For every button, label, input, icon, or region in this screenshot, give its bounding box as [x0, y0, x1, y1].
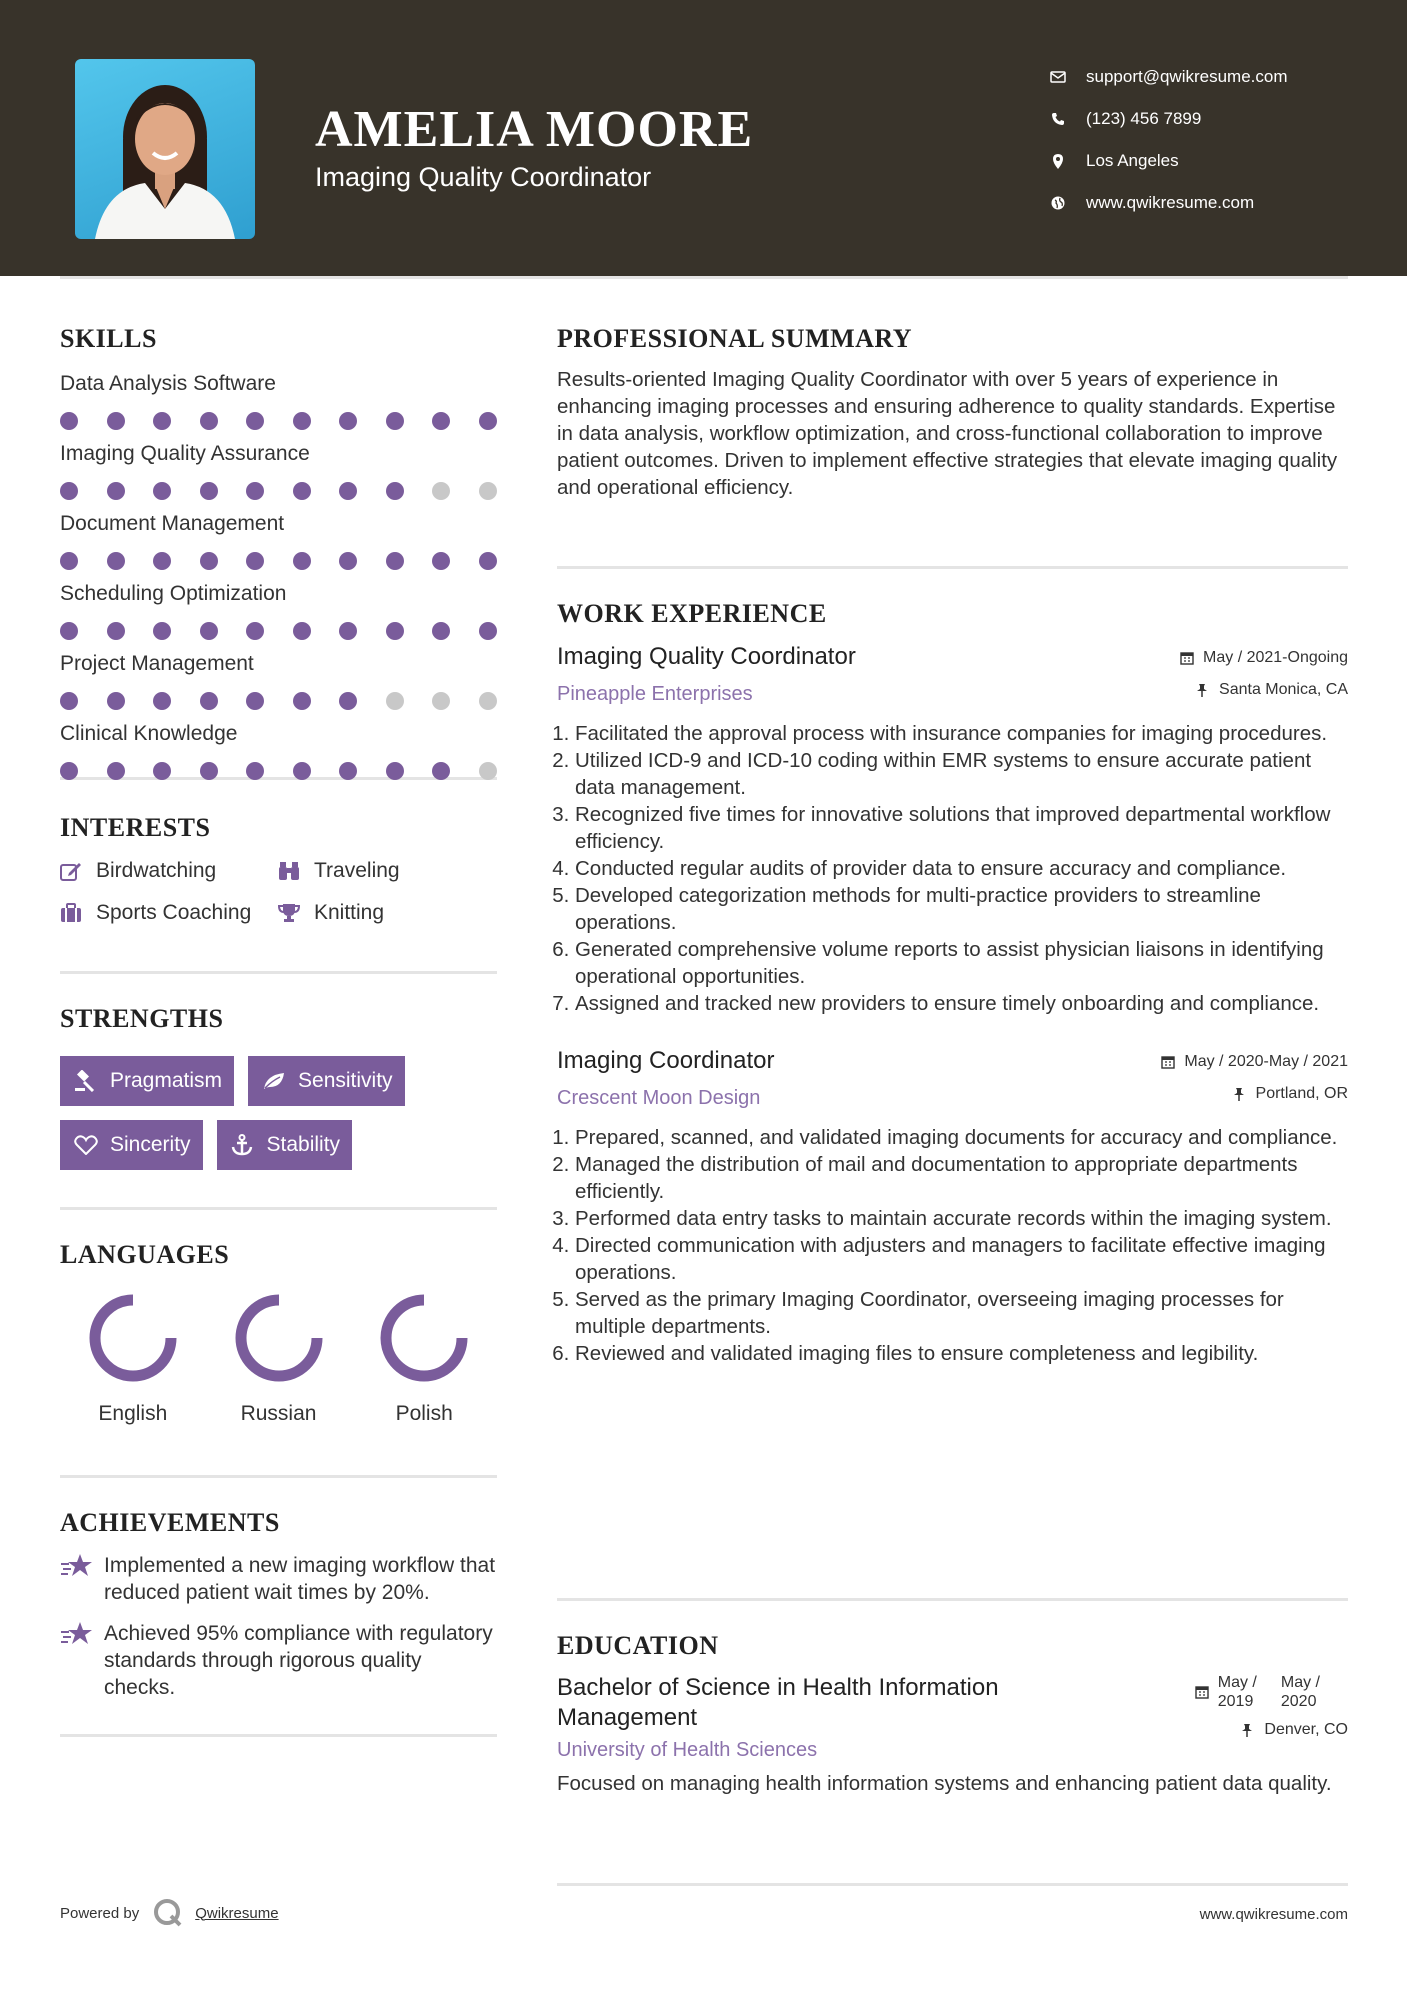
strength-chip	[60, 1120, 203, 1170]
rating-dot-filled	[107, 412, 125, 430]
contact-phone[interactable]	[1050, 98, 1288, 140]
rating-dot-filled	[293, 482, 311, 500]
calendar-icon	[1161, 1055, 1175, 1069]
language-item	[60, 1292, 206, 1426]
section-divider	[60, 1734, 497, 1737]
rating-dot-filled	[153, 552, 171, 570]
achievements-heading: ACHIEVEMENTS	[60, 1508, 280, 1537]
qwikresume-logo-icon	[153, 1898, 183, 1928]
language-label: English	[98, 1402, 168, 1425]
language-progress-ring	[87, 1292, 179, 1384]
language-item	[206, 1292, 352, 1426]
interest-label: Traveling	[314, 859, 400, 882]
rating-dot-filled	[339, 482, 357, 500]
job-bullet: 2. Utilized ICD-9 and ICD-10 coding within EMR systems to ensure accurate patient data management.	[575, 747, 1348, 801]
rating-dot-filled	[60, 692, 78, 710]
anchor-icon	[231, 1134, 255, 1156]
pin-icon	[1241, 1723, 1255, 1737]
heart-icon	[74, 1134, 98, 1156]
rating-dot-filled	[60, 622, 78, 640]
rating-dot-empty	[479, 482, 497, 500]
summary-section	[557, 320, 1348, 566]
job-bullet: 2. Managed the distribution of mail and documentation to appropriate departments efficiently.	[575, 1151, 1348, 1205]
strength-chip	[217, 1120, 353, 1170]
skill-item	[60, 582, 497, 640]
achievement-text: Implemented a new imaging workflow that reduced patient wait times by 20%.	[104, 1554, 496, 1604]
experience-section	[557, 569, 1348, 1598]
skill-name: Data Analysis Software	[60, 372, 276, 395]
skill-item	[60, 512, 497, 570]
leaf-icon	[262, 1070, 286, 1092]
rating-dot-filled	[293, 412, 311, 430]
job-dates	[1180, 649, 1348, 667]
skill-item	[60, 722, 497, 780]
right-column	[557, 320, 1348, 1886]
rating-dot-empty	[479, 692, 497, 710]
strengths-section	[60, 974, 497, 1207]
phone-icon	[1050, 111, 1066, 127]
skill-item	[60, 372, 497, 430]
job-bullets	[557, 1124, 1348, 1367]
job-dates	[1161, 1053, 1348, 1071]
rating-dot-filled	[60, 482, 78, 500]
rating-dot-filled	[339, 552, 357, 570]
skills-heading: SKILLS	[60, 324, 157, 353]
skill-name: Clinical Knowledge	[60, 722, 238, 745]
job-bullet: 6. Reviewed and validated imaging files to ensure completeness and legibility.	[575, 1340, 1348, 1367]
job-header	[557, 1047, 1348, 1110]
qwikresume-link[interactable]: Qwikresume	[195, 1904, 279, 1922]
calendar-icon	[1195, 1685, 1209, 1699]
strength-label: Stability	[266, 1133, 341, 1156]
skill-item	[60, 442, 497, 500]
interest-label: Knitting	[314, 901, 385, 924]
education-end	[1281, 1673, 1320, 1711]
achievement-text: Achieved 95% compliance with regulatory standards through rigorous quality checks.	[104, 1622, 493, 1699]
strengths-list	[60, 1056, 497, 1170]
rating-dot-filled	[200, 692, 218, 710]
language-level-arc	[95, 1300, 171, 1376]
date-part: May /	[1280, 1674, 1320, 1691]
date-part: May /	[1217, 1674, 1257, 1691]
skills-section	[60, 320, 497, 777]
degree-line: Management	[557, 1704, 698, 1731]
job-location-text: Portland, OR	[1255, 1085, 1348, 1102]
job-header	[557, 643, 1348, 706]
profile-photo	[75, 59, 255, 239]
rating-dot-empty	[432, 482, 450, 500]
rating-dot-filled	[386, 762, 404, 780]
briefcase-icon	[60, 902, 84, 924]
contact-list	[1050, 56, 1288, 224]
job-title: Imaging Quality Coordinator	[557, 643, 856, 670]
job-location	[1196, 681, 1348, 699]
rating-dot-filled	[153, 762, 171, 780]
degree-title	[557, 1673, 999, 1733]
job-bullet: 3. Recognized five times for innovative solutions that improved departmental workflow efficiency.	[575, 801, 1348, 855]
job-bullets	[557, 720, 1348, 1017]
left-column	[60, 320, 497, 1737]
resume-header	[0, 0, 1407, 276]
rating-dot-filled	[339, 622, 357, 640]
job-title: Imaging Coordinator	[557, 1047, 775, 1074]
skill-rating	[60, 412, 497, 430]
rating-dot-filled	[246, 552, 264, 570]
language-label: Polish	[395, 1402, 453, 1425]
rating-dot-filled	[153, 622, 171, 640]
rating-dot-filled	[293, 552, 311, 570]
education-description: Focused on managing health information systems and enhancing patient data quality.	[557, 1772, 1332, 1795]
envelope-icon	[1050, 69, 1066, 85]
trophy-icon	[278, 902, 302, 924]
rating-dot-filled	[246, 482, 264, 500]
rating-dot-filled	[153, 412, 171, 430]
job-bullet: 6. Generated comprehensive volume reports to assist physician liaisons in identifying operational opportunities.	[575, 936, 1348, 990]
strength-label: Sensitivity	[298, 1069, 393, 1092]
skill-name: Scheduling Optimization	[60, 582, 287, 605]
calendar-icon	[1180, 651, 1194, 665]
job-location-text: Santa Monica, CA	[1219, 681, 1348, 698]
contact-location-text: Los Angeles	[1086, 151, 1179, 170]
languages-list	[60, 1292, 497, 1426]
rating-dot-filled	[153, 692, 171, 710]
skills-list	[60, 372, 497, 780]
rating-dot-empty	[386, 692, 404, 710]
skill-name: Imaging Quality Assurance	[60, 442, 310, 465]
rating-dot-filled	[246, 692, 264, 710]
skill-rating	[60, 482, 497, 500]
rating-dot-filled	[432, 412, 450, 430]
interest-label: Sports Coaching	[96, 901, 252, 924]
rating-dot-filled	[386, 552, 404, 570]
candidate-name: AMELIA MOORE	[315, 101, 754, 158]
contact-email[interactable]	[1050, 56, 1288, 98]
contact-location	[1050, 140, 1288, 182]
rating-dot-filled	[293, 762, 311, 780]
interests-section	[60, 780, 497, 971]
strength-label: Sincerity	[110, 1133, 191, 1156]
interests-list	[60, 859, 497, 925]
job-bullet: 4. Conducted regular audits of provider data to ensure accuracy and compliance.	[575, 855, 1348, 882]
languages-heading: LANGUAGES	[60, 1240, 230, 1269]
header-divider	[60, 276, 1348, 279]
job-location	[1233, 1085, 1348, 1103]
contact-email-text[interactable]: support@qwikresume.com	[1086, 67, 1288, 86]
strength-label: Pragmatism	[110, 1069, 223, 1092]
job-bullet: 1. Facilitated the approval process with insurance companies for imaging procedures.	[575, 720, 1348, 747]
rating-dot-filled	[386, 482, 404, 500]
date-part: 2020	[1280, 1693, 1317, 1710]
education-heading: EDUCATION	[557, 1631, 719, 1660]
job-bullet: 3. Performed data entry tasks to maintain accurate records within the imaging system.	[575, 1205, 1348, 1232]
pin-icon	[1196, 683, 1210, 697]
education-start	[1218, 1673, 1257, 1711]
achievement-item	[60, 1620, 497, 1701]
rating-dot-filled	[60, 412, 78, 430]
skill-name: Project Management	[60, 652, 254, 675]
job-bullet: 7. Assigned and tracked new providers to ensure timely onboarding and compliance.	[575, 990, 1348, 1017]
job-company: Crescent Moon Design	[557, 1087, 761, 1109]
achievement-item	[60, 1552, 497, 1606]
strengths-heading: STRENGTHS	[60, 1004, 224, 1033]
rating-dot-filled	[107, 762, 125, 780]
interest-item	[60, 901, 278, 925]
job-entry	[557, 643, 1348, 1017]
rating-dot-filled	[107, 692, 125, 710]
date-part: 2019	[1217, 1693, 1254, 1710]
powered-by-text: Powered by	[60, 1904, 140, 1922]
contact-website[interactable]	[1050, 182, 1288, 224]
rating-dot-filled	[432, 552, 450, 570]
map-marker-icon	[1050, 153, 1066, 169]
rating-dot-filled	[386, 622, 404, 640]
skill-rating	[60, 692, 497, 710]
rating-dot-empty	[432, 692, 450, 710]
interest-item	[278, 859, 497, 883]
rating-dot-filled	[432, 622, 450, 640]
footer-powered-by	[60, 1898, 279, 1928]
section-divider	[557, 1883, 1348, 1886]
job-bullet: 1. Prepared, scanned, and validated imaging documents for accuracy and compliance.	[575, 1124, 1348, 1151]
rating-dot-filled	[200, 482, 218, 500]
language-label: Russian	[240, 1402, 317, 1425]
rating-dot-filled	[293, 622, 311, 640]
education-location-text: Denver, CO	[1264, 1721, 1348, 1738]
candidate-title: Imaging Quality Coordinator	[315, 162, 652, 192]
gavel-icon	[74, 1070, 98, 1092]
interest-item	[60, 859, 278, 883]
achievements-section	[60, 1478, 497, 1734]
summary-heading: PROFESSIONAL SUMMARY	[557, 324, 913, 353]
skill-name: Document Management	[60, 512, 285, 535]
job-company: Pineapple Enterprises	[557, 683, 753, 705]
rating-dot-filled	[479, 622, 497, 640]
rating-dot-filled	[60, 762, 78, 780]
rating-dot-filled	[293, 692, 311, 710]
achievements-list	[60, 1552, 497, 1701]
language-level-arc	[241, 1300, 317, 1376]
rating-dot-filled	[200, 412, 218, 430]
language-level-arc	[386, 1300, 462, 1376]
education-dates	[1195, 1673, 1348, 1711]
interests-heading: INTERESTS	[60, 813, 211, 842]
degree-line: Bachelor of Science in Health Information	[557, 1674, 999, 1701]
rating-dot-filled	[246, 622, 264, 640]
rating-dot-filled	[386, 412, 404, 430]
binoculars-icon	[278, 860, 302, 882]
contact-phone-text[interactable]: (123) 456 7899	[1086, 109, 1202, 128]
pin-icon	[1233, 1087, 1247, 1101]
rating-dot-filled	[107, 622, 125, 640]
rating-dot-filled	[200, 622, 218, 640]
job-bullet: 4. Directed communication with adjusters and managers to facilitate effective imaging operations.	[575, 1232, 1348, 1286]
strength-chip	[248, 1056, 405, 1106]
strength-chip	[60, 1056, 234, 1106]
job-bullet: 5. Developed categorization methods for multi-practice providers to streamline operations.	[575, 882, 1348, 936]
skill-item	[60, 652, 497, 710]
summary-text: Results-oriented Imaging Quality Coordinator with over 5 years of experience in enhancing imaging processes and ensuring adherence to quality standards. Expertise in data analysis, workflow optimization, and cross-functional collaboration to improve patient outcomes. Driven to implement effective strategies that elevate imaging quality and operational efficiency.	[557, 368, 1338, 499]
contact-website-text[interactable]: www.qwikresume.com	[1086, 193, 1255, 212]
rating-dot-filled	[60, 552, 78, 570]
rating-dot-filled	[479, 552, 497, 570]
job-dates-text: May / 2020-May / 2021	[1184, 1053, 1348, 1070]
rating-dot-filled	[479, 412, 497, 430]
rating-dot-filled	[200, 762, 218, 780]
rating-dot-filled	[107, 552, 125, 570]
globe-icon	[1050, 195, 1066, 211]
interest-item	[278, 901, 497, 925]
rating-dot-empty	[479, 762, 497, 780]
rating-dot-filled	[153, 482, 171, 500]
languages-section	[60, 1210, 497, 1475]
star-icon	[60, 1620, 94, 1648]
education-header	[557, 1673, 1348, 1762]
star-icon	[60, 1552, 94, 1580]
job-bullet: 5. Served as the primary Imaging Coordinator, overseeing imaging processes for multiple departments.	[575, 1286, 1348, 1340]
rating-dot-filled	[246, 412, 264, 430]
interest-label: Birdwatching	[96, 859, 217, 882]
language-item	[351, 1292, 497, 1426]
language-progress-ring	[378, 1292, 470, 1384]
rating-dot-filled	[339, 412, 357, 430]
rating-dot-filled	[200, 552, 218, 570]
experience-heading: WORK EXPERIENCE	[557, 599, 827, 628]
language-progress-ring	[233, 1292, 325, 1384]
education-section	[557, 1601, 1348, 1883]
job-entry	[557, 1047, 1348, 1367]
skill-rating	[60, 622, 497, 640]
footer-website[interactable]: www.qwikresume.com	[1199, 1906, 1348, 1923]
rating-dot-filled	[107, 482, 125, 500]
edit-icon	[60, 860, 84, 882]
rating-dot-filled	[339, 692, 357, 710]
skill-rating	[60, 552, 497, 570]
job-dates-text: May / 2021-Ongoing	[1203, 649, 1348, 666]
education-location	[1241, 1721, 1348, 1739]
school-name: University of Health Sciences	[557, 1739, 818, 1761]
